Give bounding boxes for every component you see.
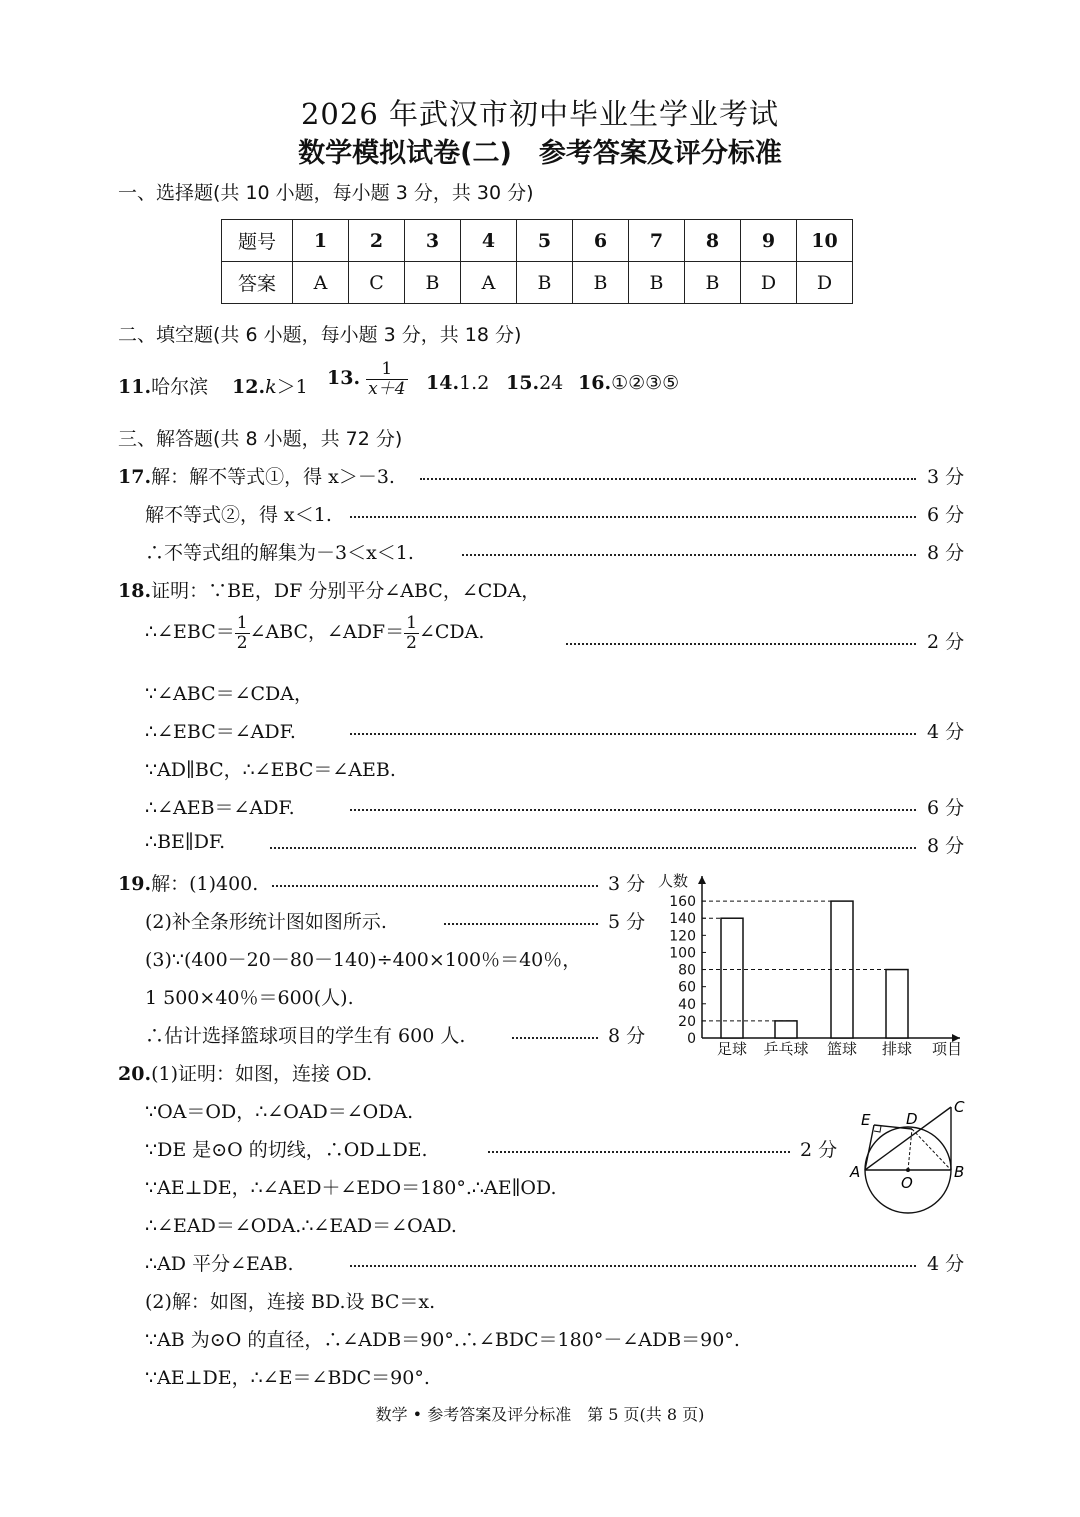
dot-leader (512, 1037, 598, 1039)
y-axis-arrow (698, 876, 706, 884)
y-tick-label: 100 (669, 945, 696, 962)
q18-line6: ∴∠AEB＝∠ADF. (145, 797, 295, 819)
y-tick-label: 0 (687, 1031, 696, 1047)
score-label: 3 分 (927, 466, 965, 488)
fill-in-answer-12: 12.k＞1 (232, 376, 308, 398)
score-label: 2 分 (927, 631, 965, 653)
exam-subtitle: 数学模拟试卷(二) 参考答案及评分标准 (298, 138, 782, 169)
label-a: A (850, 1163, 861, 1181)
q20-line1: 20.(1)证明：如图，连接 OD. (118, 1063, 373, 1085)
score-label: 8 分 (927, 835, 965, 857)
label-b: B (954, 1163, 965, 1181)
y-tick-label: 40 (678, 996, 696, 1013)
table-cell: B (685, 262, 741, 304)
section3-heading: 三、解答题(共 8 小题，共 72 分) (118, 428, 403, 450)
x-axis-label: 项目 (932, 1040, 963, 1058)
y-tick-label: 160 (669, 894, 696, 911)
table-cell: 3 (405, 220, 461, 262)
segment-ae (865, 1125, 874, 1170)
table-cell: 5 (517, 220, 573, 262)
q18-line2: ∴∠EBC＝ $\frac{1}{2}$ ∠ABC，∠ADF＝ $\frac{1}{2}$ ∠CDA. (145, 613, 485, 653)
fill-in-answer-15: 15.24 (506, 372, 564, 394)
q18-line4: ∴∠EBC＝∠ADF. (145, 721, 296, 743)
q20-line7: (2)解：如图，连接 BD.设 BC＝x. (145, 1291, 436, 1313)
category-label: 排球 (881, 1040, 913, 1058)
q20-line9: ∵AE⊥DE，∴∠E＝∠BDC＝90°. (145, 1367, 430, 1389)
score-label: 5 分 (608, 911, 646, 933)
table-row (222, 220, 853, 262)
y-axis-label: 人数 (658, 872, 689, 890)
q20-line6: ∴AD 平分∠EAB. (145, 1253, 294, 1275)
q20-line4: ∵AE⊥DE，∴∠AED＋∠EDO＝180°.∴AE∥OD. (145, 1177, 557, 1199)
bar (775, 1021, 797, 1038)
table-cell: 4 (461, 220, 517, 262)
table-cell: 1 (293, 220, 349, 262)
q19-line4: 1 500×40％＝600(人). (145, 987, 354, 1009)
table-cell: A (293, 262, 349, 304)
table-cell: 9 (741, 220, 797, 262)
dot-leader (350, 516, 916, 518)
bar (886, 970, 908, 1038)
circle-geometry-figure (848, 1092, 978, 1217)
q18-line5: ∵AD∥BC，∴∠EBC＝∠AEB. (145, 759, 396, 781)
q18-line7: ∴BE∥DF. (145, 831, 226, 853)
label-c: C (954, 1098, 965, 1116)
dot-leader (350, 1265, 916, 1267)
table-cell: 7 (629, 220, 685, 262)
table-cell: 8 (685, 220, 741, 262)
q17-line2: 解不等式②，得 x＜1. (145, 504, 332, 526)
table-header-answer: 答案 (222, 262, 293, 304)
q17-line3: ∴不等式组的解集为－3＜x＜1. (145, 542, 414, 564)
q20-line2: ∵OA＝OD，∴∠OAD＝∠ODA. (145, 1101, 414, 1123)
label-e: E (861, 1111, 871, 1129)
q20-line8: ∵AB 为⊙O 的直径，∴∠ADB＝90°.∴∠BDC＝180°－∠ADB＝90°. (145, 1329, 740, 1351)
exam-title: 2026 年武汉市初中毕业生学业考试 (300, 97, 780, 131)
fill-in-answer-13: 13. $\frac{1}{x+4}$ (327, 359, 406, 399)
page-footer: 数学 • 参考答案及评分标准 第 5 页(共 8 页) (375, 1405, 705, 1424)
q18-line1: 18.证明：∵BE，DF 分别平分∠ABC，∠CDA， (118, 580, 541, 602)
table-cell: D (797, 262, 853, 304)
q17-line1: 17.解：解不等式①，得 x＞－3. (118, 466, 395, 488)
fill-in-answer-11: 11.哈尔滨 (118, 376, 209, 398)
score-label: 2 分 (800, 1139, 838, 1161)
category-label: 乒乓球 (763, 1040, 809, 1058)
table-cell: B (405, 262, 461, 304)
y-tick-label: 20 (678, 1013, 696, 1030)
dot-leader (566, 643, 916, 645)
label-o: O (901, 1174, 913, 1192)
dot-leader (462, 554, 916, 556)
category-label: 足球 (716, 1040, 748, 1058)
y-tick-label: 60 (678, 979, 696, 996)
bar (721, 918, 743, 1038)
score-label: 8 分 (927, 542, 965, 564)
q19-line5: ∴估计选择篮球项目的学生有 600 人. (145, 1025, 466, 1047)
right-angle-mark (874, 1126, 881, 1132)
dot-leader (272, 885, 598, 887)
score-label: 6 分 (927, 797, 965, 819)
y-tick-label: 120 (669, 928, 696, 945)
table-row (222, 262, 853, 304)
category-label: 篮球 (826, 1040, 858, 1058)
dot-leader (350, 733, 916, 735)
score-label: 4 分 (927, 721, 965, 743)
bar-chart (650, 862, 970, 1062)
table-cell: A (461, 262, 517, 304)
score-label: 4 分 (927, 1253, 965, 1275)
score-label: 3 分 (608, 873, 646, 895)
dot-leader (350, 809, 916, 811)
score-label: 6 分 (927, 504, 965, 526)
dot-leader (488, 1151, 790, 1153)
table-cell: D (741, 262, 797, 304)
section2-heading: 二、填空题(共 6 小题，每小题 3 分，共 18 分) (118, 324, 522, 346)
q19-line3: (3)∵(400－20－80－140)÷400×100％＝40％， (145, 949, 582, 971)
segment-od (908, 1129, 912, 1170)
section1-heading: 一、选择题(共 10 小题，每小题 3 分，共 30 分) (118, 182, 534, 204)
label-d: D (906, 1110, 918, 1128)
center-point (906, 1168, 910, 1172)
q19-line2: (2)补全条形统计图如图所示. (145, 911, 387, 933)
answer-table (221, 219, 853, 304)
dot-leader (270, 847, 916, 849)
table-cell: 2 (349, 220, 405, 262)
q20-line5: ∴∠EAD＝∠ODA.∴∠EAD＝∠OAD. (145, 1215, 457, 1237)
y-tick-label: 80 (678, 962, 696, 979)
q18-line3: ∵∠ABC＝∠CDA， (145, 683, 313, 705)
fill-in-answer-16: 16.①②③⑤ (578, 372, 680, 394)
dot-leader (420, 478, 916, 480)
table-cell: 6 (573, 220, 629, 262)
y-tick-label: 140 (669, 911, 696, 928)
score-label: 8 分 (608, 1025, 646, 1047)
q19-line1: 19.解：(1)400. (118, 873, 259, 895)
fill-in-answer-14: 14.1.2 (426, 372, 490, 394)
table-cell: B (517, 262, 573, 304)
table-header-number: 题号 (222, 220, 293, 262)
dot-leader (444, 923, 598, 925)
table-cell: B (573, 262, 629, 304)
table-cell: C (349, 262, 405, 304)
table-cell: 10 (797, 220, 853, 262)
table-cell: B (629, 262, 685, 304)
q20-line3: ∵DE 是⊙O 的切线，∴OD⊥DE. (145, 1139, 428, 1161)
